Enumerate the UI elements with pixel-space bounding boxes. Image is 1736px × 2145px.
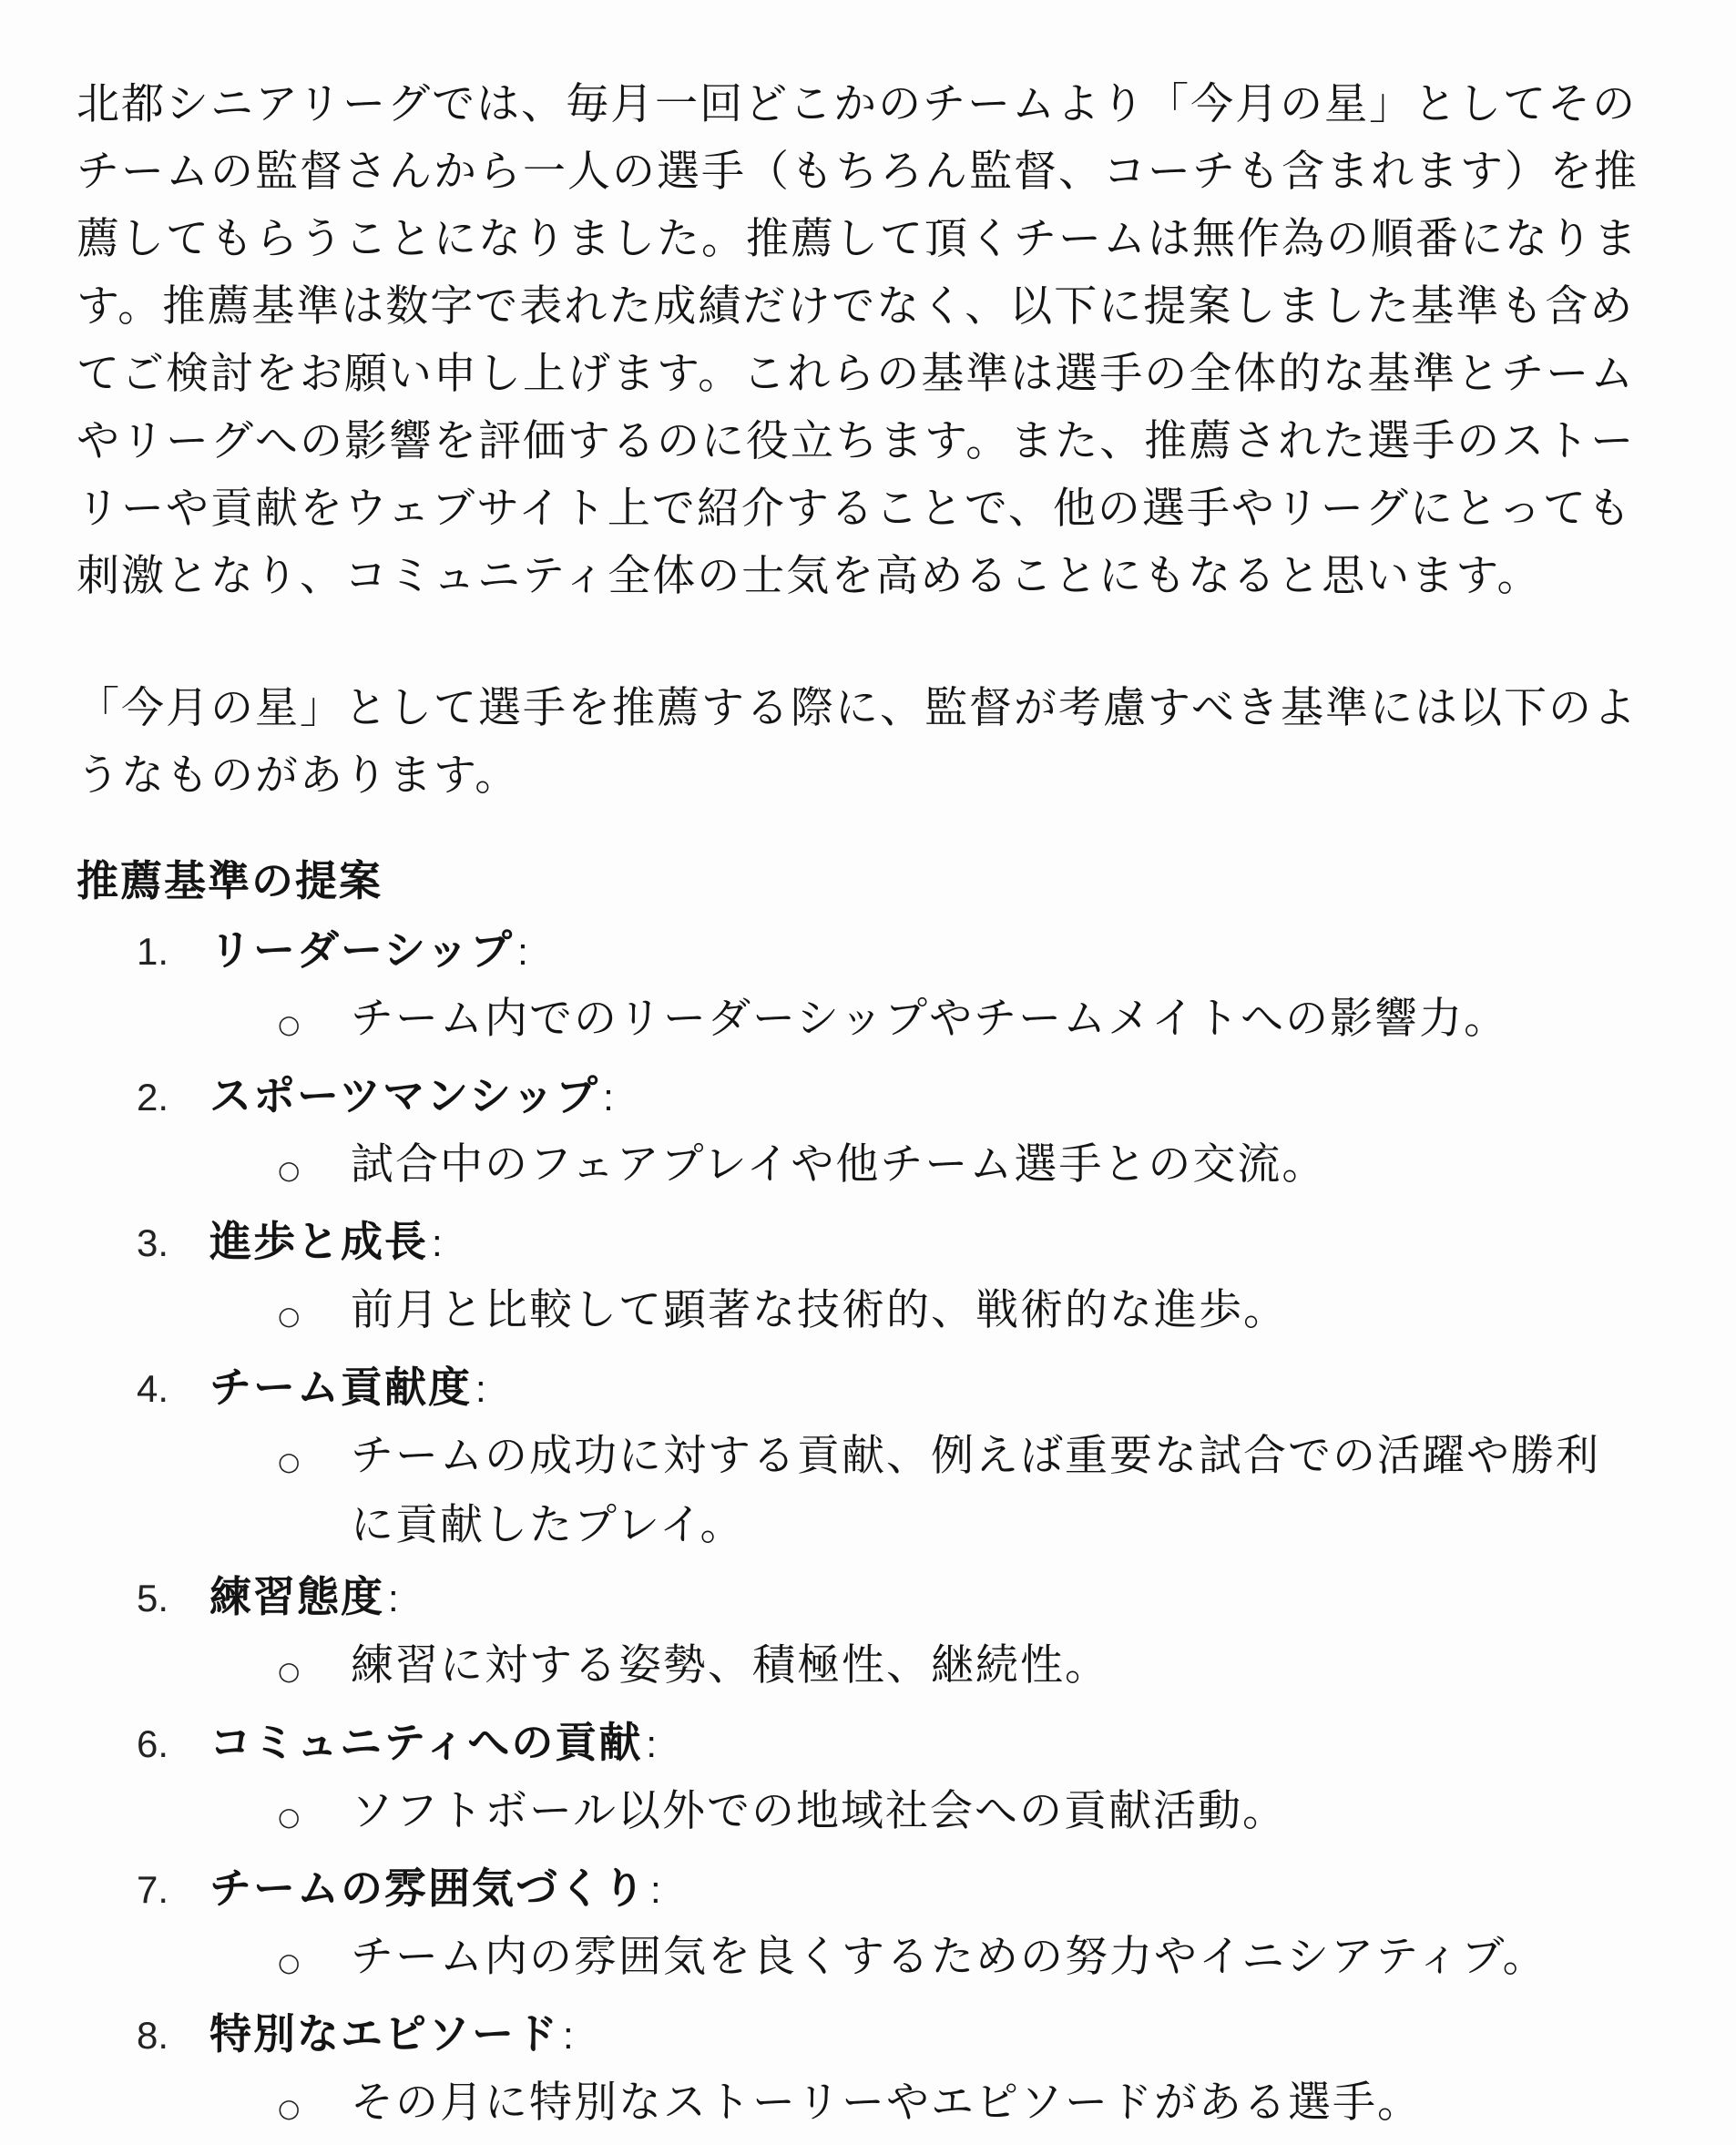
- criteria-title: スポーツマンシップ: [209, 1071, 600, 1120]
- hollow-circle-bullet-icon: ○: [278, 1155, 301, 1185]
- criteria-title: チーム貢献度: [209, 1363, 472, 1412]
- criteria-number: 7.: [137, 1868, 169, 1911]
- criteria-colon: :: [603, 1076, 614, 1118]
- criteria-detail: ソフトボール以外での地域社会への貢献活動。: [351, 1786, 1288, 1836]
- hollow-circle-bullet-icon: ○: [278, 1009, 301, 1039]
- criteria-title: 練習態度: [209, 1572, 384, 1621]
- criteria-title: コミュニティへの貢献: [209, 1718, 643, 1767]
- criteria-colon: :: [650, 1868, 661, 1911]
- criteria-item: [137, 1854, 1667, 1997]
- criteria-colon: :: [563, 2014, 574, 2057]
- intro-paragraph: 北都シニアリーグでは、毎月一回どこかのチームより「今月の星」としてそのチームの監督さんから一人の選手（もちろん監督、コーチも含まれます）を推薦してもらうことになりました。推薦して頂くチームは無作為の順番になります。推薦基準は数字で表れた成績だけでなく、以下に提案しました基準も含めてご検討をお願い申し上げます。これらの基準は選手の全体的な基準とチームやリーグへの影響を評価するのに役立ちます。また、推薦された選手のストーリーや貢献をウェブサイト上で紹介することで、他の選手やリーグにとっても刺激となり、コミュニティ全体の士気を高めることにもなると思います。: [77, 79, 1639, 601]
- hollow-circle-bullet-icon: ○: [278, 1947, 301, 1977]
- criteria-number: 4.: [137, 1367, 169, 1410]
- criteria-colon: :: [646, 1722, 658, 1765]
- hollow-circle-bullet-icon: ○: [278, 1446, 301, 1476]
- criteria-item: [137, 1562, 1667, 1706]
- criteria-number: 2.: [137, 1076, 169, 1118]
- criteria-list: [137, 915, 1667, 2145]
- criteria-number: 6.: [137, 1722, 169, 1765]
- criteria-detail: チームの成功に対する貢献、例えば重要な試合での活躍や勝利に貢献したプレイ。: [351, 1431, 1600, 1550]
- hollow-circle-bullet-icon: ○: [278, 1656, 301, 1686]
- criteria-number: 1.: [137, 930, 169, 973]
- criteria-detail: 試合中のフェアプレイや他チーム選手との交流。: [351, 1139, 1327, 1190]
- criteria-colon: :: [388, 1577, 399, 1619]
- criteria-number: 8.: [137, 2014, 169, 2057]
- criteria-title: リーダーシップ: [209, 925, 515, 975]
- criteria-colon: :: [432, 1221, 443, 1264]
- criteria-item: [137, 1061, 1667, 1205]
- criteria-item: [137, 915, 1667, 1059]
- criteria-heading: 推薦基準の提案: [77, 856, 383, 905]
- criteria-number: 5.: [137, 1577, 169, 1619]
- criteria-item: [137, 1708, 1667, 1852]
- hollow-circle-bullet-icon: ○: [278, 2093, 301, 2123]
- criteria-intro-paragraph: 「今月の星」として選手を推薦する際に、監督が考慮すべき基準には以下のようなものがあります。: [77, 683, 1639, 801]
- criteria-item: [137, 1999, 1667, 2143]
- criteria-title: チームの雰囲気づくり: [209, 1864, 647, 1913]
- criteria-title: 進歩と成長: [209, 1217, 428, 1266]
- criteria-detail: その月に特別なストーリーやエピソードがある選手。: [351, 2078, 1422, 2128]
- criteria-colon: :: [475, 1367, 486, 1410]
- criteria-number: 3.: [137, 1221, 169, 1264]
- criteria-detail: 練習に対する姿勢、積極性、継続性。: [351, 1640, 1109, 1690]
- criteria-title: 特別なエピソード: [209, 2009, 559, 2058]
- hollow-circle-bullet-icon: ○: [278, 1802, 301, 1832]
- criteria-detail: チーム内でのリーダーシップやチームメイトへの影響力。: [351, 994, 1509, 1044]
- criteria-detail: チーム内の雰囲気を良くするための努力やイニシアティブ。: [351, 1932, 1547, 1982]
- criteria-item: [137, 1207, 1667, 1351]
- hollow-circle-bullet-icon: ○: [278, 1301, 301, 1331]
- criteria-item: [137, 1353, 1667, 1560]
- criteria-detail: 前月と比較して顕著な技術的、戦術的な進歩。: [351, 1285, 1288, 1335]
- criteria-colon: :: [517, 930, 528, 973]
